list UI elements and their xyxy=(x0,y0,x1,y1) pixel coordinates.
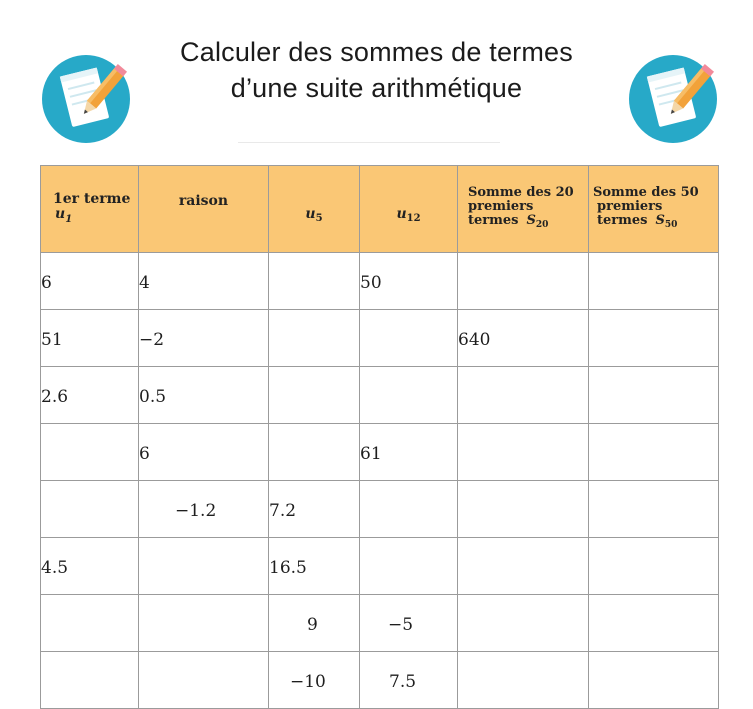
cell-first-term xyxy=(41,481,139,538)
header-raison: raison xyxy=(139,166,269,253)
cell-raison xyxy=(139,652,269,709)
table-row xyxy=(41,538,719,595)
cell-u12: 50 xyxy=(360,253,458,310)
title-line-1: Calculer des sommes de termes xyxy=(180,37,573,67)
title-divider xyxy=(238,142,500,143)
notepad-pencil-icon xyxy=(40,53,132,145)
header-u5: $u_5$ xyxy=(269,166,360,253)
cell-u12: 61 xyxy=(360,424,458,481)
notepad-pencil-icon xyxy=(627,53,719,145)
cell-raison: 0.5 xyxy=(139,367,269,424)
cell-sum-20 xyxy=(458,424,589,481)
cell-sum-20 xyxy=(458,652,589,709)
cell-u5 xyxy=(269,310,360,367)
cell-u5 xyxy=(269,367,360,424)
cell-u5: 16.5 xyxy=(269,538,360,595)
cell-first-term: 51 xyxy=(41,310,139,367)
table-row xyxy=(41,652,719,709)
header-sum-50: Somme des 50 premiers termes $S_{50}$ xyxy=(589,166,719,253)
cell-sum-50 xyxy=(589,595,719,652)
cell-sum-50 xyxy=(589,253,719,310)
cell-sum-50 xyxy=(589,367,719,424)
cell-u5 xyxy=(269,253,360,310)
cell-first-term: 4.5 xyxy=(41,538,139,595)
cell-u12 xyxy=(360,367,458,424)
cell-sum-50 xyxy=(589,481,719,538)
cell-raison: 4 xyxy=(139,253,269,310)
cell-u12: −5 xyxy=(360,595,458,652)
cell-sum-20 xyxy=(458,481,589,538)
cell-raison xyxy=(139,595,269,652)
table-row xyxy=(41,424,719,481)
table-header-row xyxy=(41,166,719,253)
table-row xyxy=(41,367,719,424)
cell-first-term: 6 xyxy=(41,253,139,310)
page-header xyxy=(0,0,753,150)
cell-raison: 6 xyxy=(139,424,269,481)
header-first-term: 1er terme $u_1$ xyxy=(41,166,139,253)
table-row xyxy=(41,481,719,538)
cell-u12 xyxy=(360,310,458,367)
sequence-table xyxy=(40,165,719,709)
cell-raison xyxy=(139,538,269,595)
table-row xyxy=(41,595,719,652)
cell-sum-20 xyxy=(458,595,589,652)
cell-sum-20 xyxy=(458,253,589,310)
cell-sum-20: 640 xyxy=(458,310,589,367)
cell-raison: −1.2 xyxy=(139,481,269,538)
cell-first-term xyxy=(41,652,139,709)
cell-u5: 9 xyxy=(269,595,360,652)
cell-sum-50 xyxy=(589,652,719,709)
cell-u12 xyxy=(360,481,458,538)
title-line-2: d’une suite arithmétique xyxy=(230,73,523,103)
cell-u12: 7.5 xyxy=(360,652,458,709)
cell-u5: −10 xyxy=(269,652,360,709)
cell-u5: 7.2 xyxy=(269,481,360,538)
cell-first-term xyxy=(41,595,139,652)
cell-sum-50 xyxy=(589,310,719,367)
table-row xyxy=(41,253,719,310)
table-row xyxy=(41,310,719,367)
cell-first-term: 2.6 xyxy=(41,367,139,424)
page-title xyxy=(150,34,603,106)
cell-sum-50 xyxy=(589,538,719,595)
header-u12: $u_{12}$ xyxy=(360,166,458,253)
cell-raison: −2 xyxy=(139,310,269,367)
cell-u12 xyxy=(360,538,458,595)
cell-sum-20 xyxy=(458,367,589,424)
cell-first-term xyxy=(41,424,139,481)
header-sum-20: Somme des 20 premiers termes $S_{20}$ xyxy=(458,166,589,253)
cell-sum-50 xyxy=(589,424,719,481)
cell-u5 xyxy=(269,424,360,481)
table-body xyxy=(41,253,719,709)
cell-sum-20 xyxy=(458,538,589,595)
